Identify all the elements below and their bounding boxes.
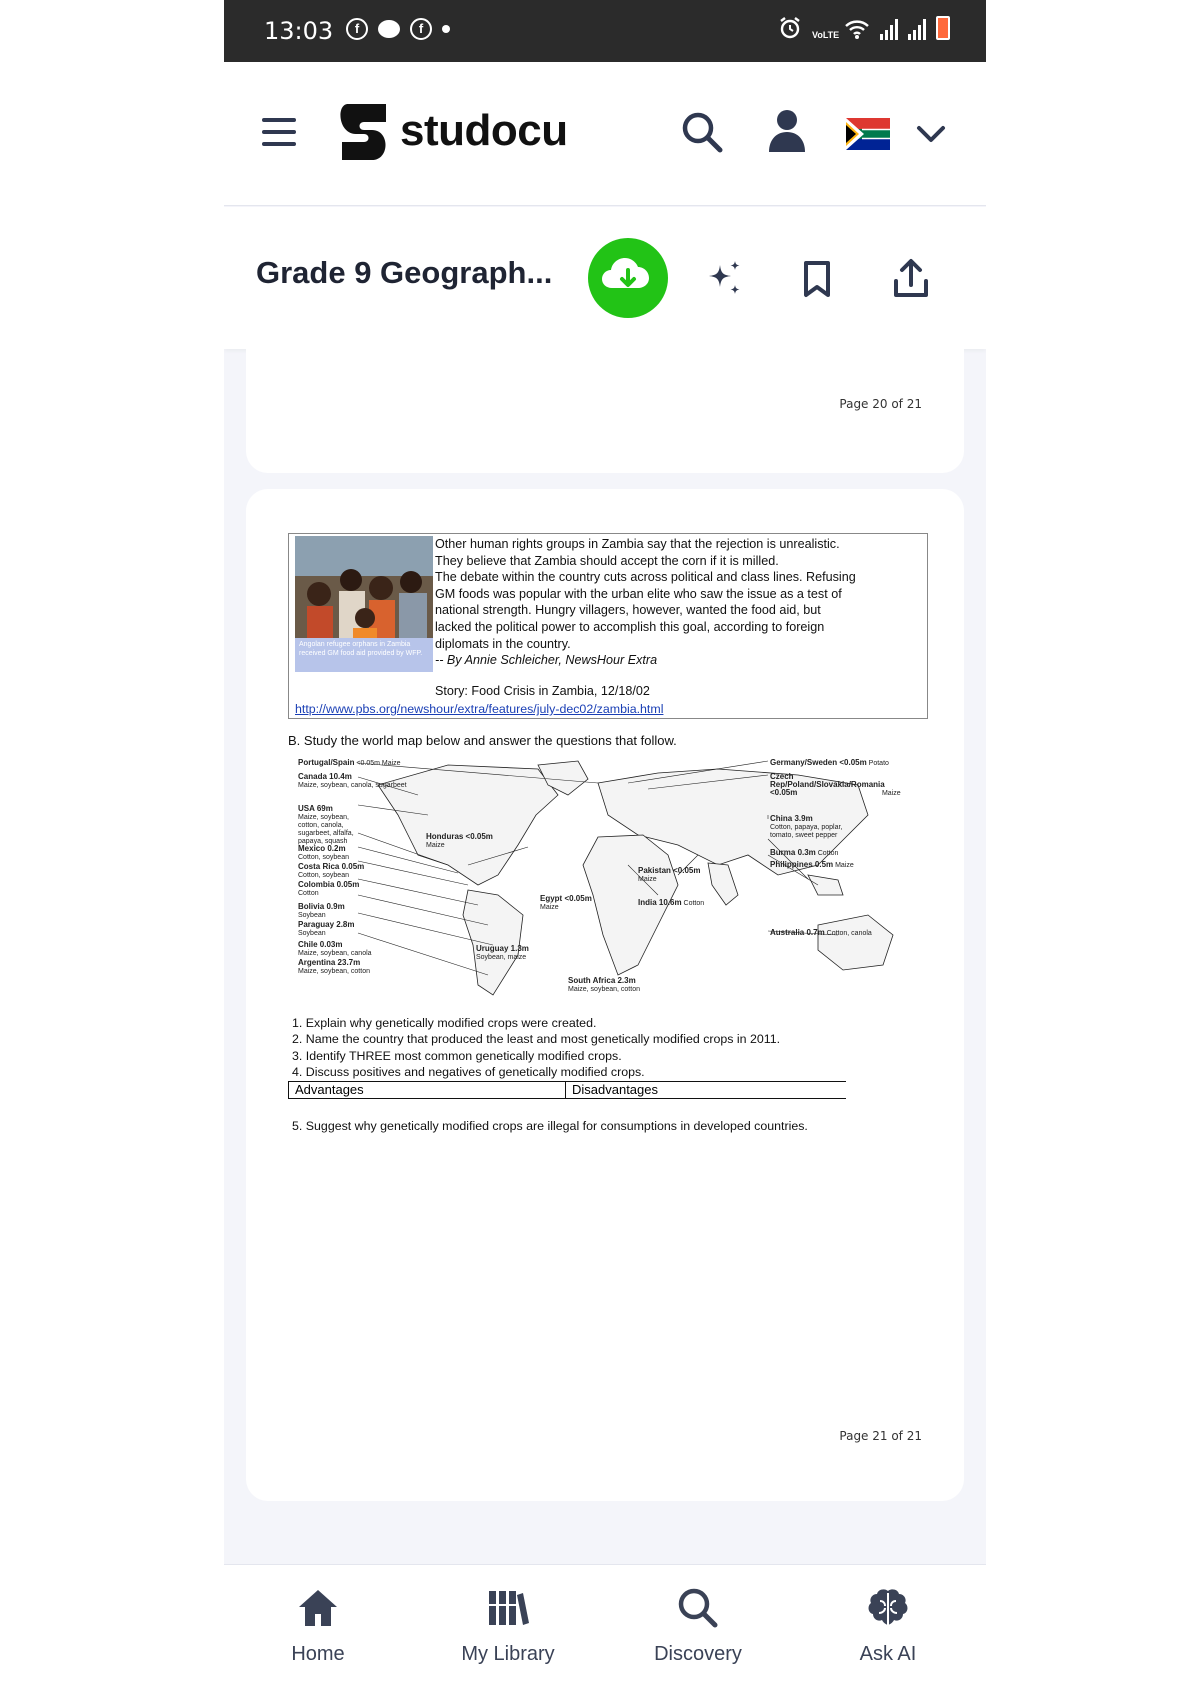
map-label: Honduras <0.05m Maize xyxy=(426,832,493,849)
news-line: They believe that Zambia should accept the corn if it is milled. xyxy=(435,553,779,568)
map-label: China 3.9m Cotton, papaya, poplar, tomato, sweet pepper xyxy=(770,814,843,839)
page-number: Page 20 of 21 xyxy=(839,397,922,411)
map-label: Mexico 0.2m Cotton, soybean xyxy=(298,844,349,861)
map-label: India 10.6m Cotton xyxy=(638,898,705,907)
signal-icon xyxy=(908,18,926,40)
map-label: Paraguay 2.8m Soybean xyxy=(298,920,355,937)
question-item: 4. Discuss positives and negatives of genetically modified crops. xyxy=(292,1065,645,1080)
search-icon[interactable] xyxy=(680,110,724,154)
library-icon xyxy=(486,1587,530,1629)
map-label: Canada 10.4m Maize, soybean, canola, sugarbeet xyxy=(298,772,407,789)
map-label: Uruguay 1.3m Soybean, maize xyxy=(476,944,529,961)
volte-icon: VoLTE xyxy=(812,30,840,40)
question-item: 3. Identify THREE most common genetically modified crops. xyxy=(292,1048,622,1063)
bottom-navigation xyxy=(224,1564,986,1697)
search-icon xyxy=(676,1587,720,1629)
home-icon xyxy=(296,1587,340,1629)
nav-ask-ai-label: Ask AI xyxy=(859,1643,917,1665)
map-label: Argentina 23.7m Maize, soybean, cotton xyxy=(298,958,370,975)
world-map-figure xyxy=(298,755,918,1005)
document-viewer[interactable] xyxy=(224,349,986,1564)
photo-caption: Angolan refugee orphans in Zambia received GM food aid provided by WFP. xyxy=(295,638,433,672)
chat-bubble-icon xyxy=(378,20,400,38)
news-article-box xyxy=(288,533,928,719)
news-line: Other human rights groups in Zambia say that the rejection is unrealistic. xyxy=(435,537,840,551)
map-label: Costa Rica 0.05m Cotton, soybean xyxy=(298,862,365,879)
news-line: national strength. Hungry villagers, however, wanted the food aid, but xyxy=(435,603,821,618)
app-header xyxy=(224,62,986,206)
document-page-21 xyxy=(246,489,964,1501)
status-time: 13:03 xyxy=(264,17,334,45)
advantages-header: Advantages xyxy=(288,1082,566,1098)
document-toolbar xyxy=(224,207,986,349)
download-button[interactable] xyxy=(588,238,668,318)
logo-text: studocu xyxy=(400,106,568,155)
story-title: Story: Food Crisis in Zambia, 12/18/02 xyxy=(435,684,650,698)
studocu-logo[interactable] xyxy=(334,100,568,162)
studocu-logo-mark-icon xyxy=(334,100,394,162)
news-line: The debate within the country cuts across political and class lines. Refusing xyxy=(435,570,856,585)
news-line: diplomats in the country. xyxy=(435,636,571,651)
ai-sparkle-icon[interactable] xyxy=(704,259,744,299)
nav-home[interactable] xyxy=(248,1587,388,1666)
map-label: Philippines 0.5m Maize xyxy=(770,860,854,869)
document-page-20 xyxy=(246,349,964,473)
brain-icon xyxy=(866,1587,910,1629)
nav-discovery-label: Discovery xyxy=(654,1643,742,1665)
map-label: South Africa 2.3m Maize, soybean, cotton xyxy=(568,976,640,993)
page-number: Page 21 of 21 xyxy=(839,1429,922,1443)
bookmark-icon[interactable] xyxy=(800,259,834,299)
battery-low-icon xyxy=(936,16,950,40)
status-bar xyxy=(224,0,986,62)
document-title: Grade 9 Geograph... xyxy=(256,255,553,290)
cloud-download-icon xyxy=(588,238,668,318)
news-article-text xyxy=(435,536,925,669)
share-upload-icon[interactable] xyxy=(892,257,930,299)
map-label: Pakistan <0.05m Maize xyxy=(638,866,701,883)
map-label: Czech Rep/Poland/Slovakia/Romania <0.05m Maize xyxy=(770,772,901,797)
menu-icon[interactable] xyxy=(262,118,296,146)
news-byline: -- By Annie Schleicher, NewsHour Extra xyxy=(435,653,658,668)
advantages-table xyxy=(288,1081,846,1099)
news-line: lacked the political power to accomplish this goal, according to foreign xyxy=(435,619,825,634)
nav-my-library[interactable] xyxy=(438,1587,578,1666)
story-link[interactable]: http://www.pbs.org/newshour/extra/features/july-dec02/zambia.html xyxy=(295,702,664,716)
nav-discovery[interactable] xyxy=(628,1587,768,1666)
signal-icon xyxy=(880,18,898,40)
question-item: 1. Explain why genetically modified crops were created. xyxy=(292,1016,597,1030)
alarm-icon xyxy=(778,16,802,40)
nav-home-label: Home xyxy=(291,1643,345,1665)
map-label: Burma 0.3m Cotton xyxy=(770,848,839,857)
map-label: Colombia 0.05m Cotton xyxy=(298,880,360,897)
section-b-heading: B. Study the world map below and answer the questions that follow. xyxy=(288,733,677,748)
map-label: Egypt <0.05m Maize xyxy=(540,894,592,911)
question-list xyxy=(292,1015,780,1081)
map-label: Australia 0.7m Cotton, canola xyxy=(770,928,872,937)
phone-screen xyxy=(224,0,986,1697)
map-label: USA 69m Maize, soybean, cotton, canola, sugarbeet, alfalfa, papaya, squash xyxy=(298,804,354,845)
disadvantages-header: Disadvantages xyxy=(572,1082,658,1097)
map-label: Germany/Sweden <0.05m Potato xyxy=(770,758,889,767)
south-africa-flag-icon[interactable] xyxy=(846,118,890,150)
facebook-icon: f xyxy=(346,18,368,40)
question-item: 2. Name the country that produced the least and most genetically modified crops in 2011. xyxy=(292,1032,781,1047)
map-label: Portugal/Spain <0.05m Maize xyxy=(298,758,401,767)
dot-icon xyxy=(442,25,450,33)
nav-ask-ai[interactable] xyxy=(818,1587,958,1666)
map-label: Chile 0.03m Maize, soybean, canola xyxy=(298,940,372,957)
question-item: 5. Suggest why genetically modified crops are illegal for consumptions in developed countries. xyxy=(292,1119,808,1133)
news-line: GM foods was popular with the urban elite who saw the issue as a test of xyxy=(435,586,842,601)
facebook-icon: f xyxy=(410,18,432,40)
user-account-icon[interactable] xyxy=(766,108,808,154)
wifi-icon xyxy=(844,18,870,40)
map-label: Bolivia 0.9m Soybean xyxy=(298,902,345,919)
nav-my-library-label: My Library xyxy=(461,1643,555,1665)
chevron-down-icon[interactable] xyxy=(914,122,948,146)
